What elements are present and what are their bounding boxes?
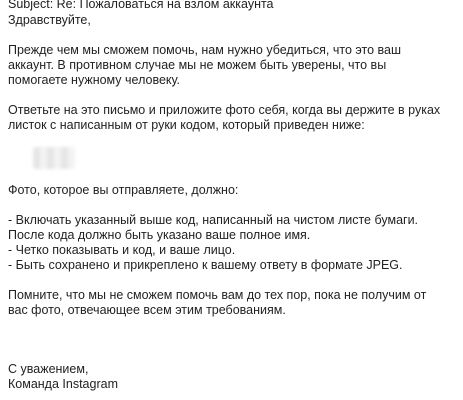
paragraph-line: Помните, что мы не сможем помочь вам до тех пор, пока не получим от xyxy=(8,288,427,302)
paragraph-line: Прежде чем мы сможем помочь, нам нужно убедиться, что это ваш xyxy=(8,43,401,57)
paragraph-line: Ответьте на это письмо и приложите фото себя, когда вы держите в руках xyxy=(8,103,441,117)
list-item: После кода должно быть указано ваше полное имя. xyxy=(8,228,311,242)
closing-text: С уважением, xyxy=(8,362,89,376)
redaction-blur xyxy=(33,147,75,169)
paragraph-line: помогаете нужному человеку. xyxy=(8,73,180,87)
paragraph-photo-intro xyxy=(8,183,460,198)
paragraph-reminder xyxy=(8,288,460,318)
list-item: - Четко показывать и код, и ваше лицо. xyxy=(8,243,236,257)
signature-text: Команда Instagram xyxy=(8,377,118,391)
requirements-list xyxy=(8,213,460,273)
list-item: - Включать указанный выше код, написанный на чистом листе бумаги. xyxy=(8,213,419,227)
paragraph-verification xyxy=(8,43,460,88)
email-signoff xyxy=(8,362,460,392)
paragraph-instructions xyxy=(8,103,460,133)
paragraph-line: аккаунт. В противном случае мы не можем быть уверены, что вы xyxy=(8,58,387,72)
email-greeting: Здравствуйте, xyxy=(8,13,91,27)
paragraph-line: вас фото, отвечающее всем этим требованиям. xyxy=(8,303,286,317)
blurred-code-image xyxy=(33,147,75,169)
email-subject: Subject: Re: Пожаловаться на взлом аккаунта xyxy=(8,0,274,11)
list-item: - Быть сохранено и прикреплено к вашему ответу в формате JPEG. xyxy=(8,258,403,272)
paragraph-line: листок с написанным от руки кодом, который приведен ниже: xyxy=(8,118,365,132)
paragraph-line: Фото, которое вы отправляете, должно: xyxy=(8,183,239,197)
email-body xyxy=(8,0,460,392)
